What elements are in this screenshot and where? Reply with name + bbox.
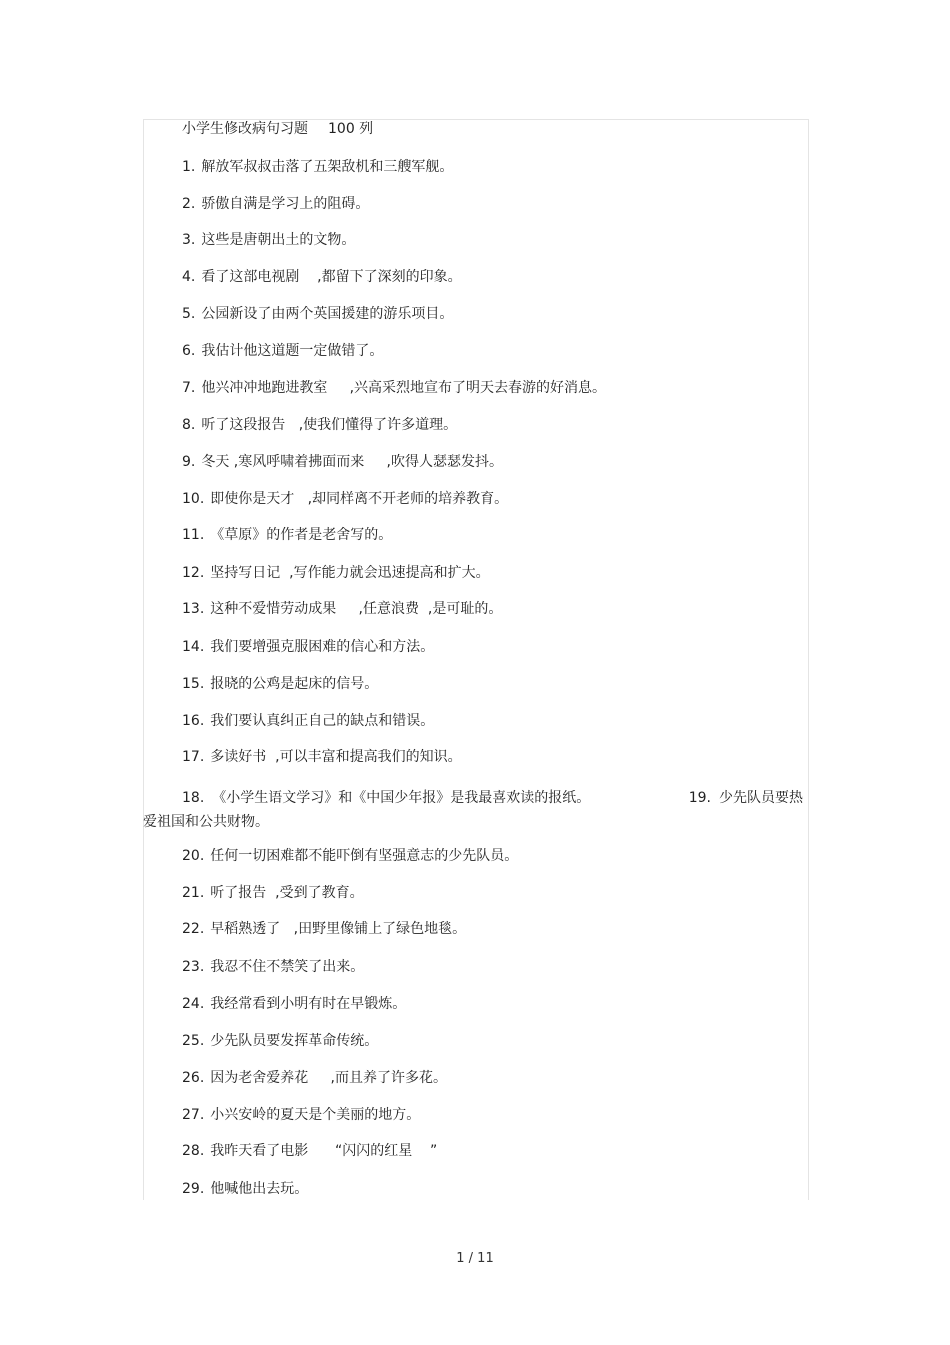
question-item <box>182 564 490 582</box>
question-item <box>182 379 606 397</box>
question-number: 24. <box>182 996 205 1012</box>
question-item <box>182 1106 420 1124</box>
question-text: 骄傲自满是学习上的阻碍。 <box>201 196 370 212</box>
question-number: 19. <box>688 790 711 806</box>
question-number: 11. <box>182 527 205 543</box>
question-text: 小兴安岭的夏天是个美丽的地方。 <box>210 1107 421 1123</box>
question-text: 他兴冲冲地跑进教室 ,兴高采烈地宣布了明天去春游的好消息。 <box>201 380 607 396</box>
question-number: 23. <box>182 959 205 975</box>
question-item-18-19 <box>143 786 803 834</box>
question-text: 《小学生语文学习》和《中国少年报》是我最喜欢读的报纸。 <box>212 790 591 806</box>
question-text: 这种不爱惜劳动成果 ,任意浪费 ,是可耻的。 <box>210 601 503 617</box>
question-number: 10. <box>182 491 205 507</box>
question-number: 26. <box>182 1070 205 1086</box>
question-number: 12. <box>182 565 205 581</box>
question-item <box>182 526 392 544</box>
question-item <box>182 453 503 471</box>
question-number: 9. <box>182 454 196 470</box>
question-number: 21. <box>182 885 205 901</box>
question-text: 听了这段报告 ,使我们懂得了许多道理。 <box>201 417 458 433</box>
question-item <box>182 416 457 434</box>
question-text: 这些是唐朝出土的文物。 <box>201 232 356 248</box>
question-text: 他喊他出去玩。 <box>210 1181 309 1197</box>
question-item <box>182 268 462 286</box>
question-text: 少先队员要发挥革命传统。 <box>210 1033 379 1049</box>
question-number: 5. <box>182 306 196 322</box>
question-item <box>182 342 383 360</box>
question-number: 29. <box>182 1181 205 1197</box>
question-text: 我经常看到小明有时在早锻炼。 <box>210 996 407 1012</box>
question-item <box>182 920 466 938</box>
question-number: 6. <box>182 343 196 359</box>
question-text: 多读好书 ,可以丰富和提高我们的知识。 <box>210 749 462 765</box>
question-text: 早稻熟透了 ,田野里像铺上了绿色地毯。 <box>210 921 467 937</box>
question-text: 坚持写日记 ,写作能力就会迅速提高和扩大。 <box>210 565 490 581</box>
question-number: 13. <box>182 601 205 617</box>
question-text: 冬天 ,寒风呼啸着拂面而来 ,吹得人瑟瑟发抖。 <box>201 454 503 470</box>
title-count: 100 列 <box>328 121 374 137</box>
question-text: 报晓的公鸡是起床的信号。 <box>210 676 379 692</box>
question-text: 看了这部电视剧 ,都留下了深刻的印象。 <box>201 269 462 285</box>
question-text: 我忍不住不禁笑了出来。 <box>210 959 365 975</box>
question-number: 8. <box>182 417 196 433</box>
question-text: 听了报告 ,受到了教育。 <box>210 885 364 901</box>
question-number: 2. <box>182 196 196 212</box>
question-text: 公园新设了由两个英国援建的游乐项目。 <box>201 306 454 322</box>
question-item <box>182 490 508 508</box>
question-item <box>182 712 434 730</box>
question-item <box>182 305 453 323</box>
question-item <box>182 847 518 865</box>
question-number: 28. <box>182 1143 205 1159</box>
question-item <box>182 1180 308 1198</box>
question-item <box>182 1069 447 1087</box>
question-item <box>182 231 355 249</box>
question-item <box>182 748 462 766</box>
question-number: 4. <box>182 269 196 285</box>
question-item <box>182 995 406 1013</box>
title-text: 小学生修改病句习题 <box>182 121 308 137</box>
question-text: 即使你是天才 ,却同样离不开老师的培养教育。 <box>210 491 509 507</box>
question-number: 20. <box>182 848 205 864</box>
question-item <box>182 958 364 976</box>
question-item <box>182 1032 378 1050</box>
question-number: 1. <box>182 159 196 175</box>
question-number: 25. <box>182 1033 205 1049</box>
question-text: 我昨天看了电影 “闪闪的红星 ” <box>210 1143 438 1159</box>
question-number: 17. <box>182 749 205 765</box>
question-item <box>182 195 369 213</box>
question-number: 3. <box>182 232 196 248</box>
question-number: 16. <box>182 713 205 729</box>
question-number: 15. <box>182 676 205 692</box>
question-line: 爱祖国和公共财物。 <box>143 814 269 830</box>
question-number: 27. <box>182 1107 205 1123</box>
question-item <box>182 675 378 693</box>
question-item <box>182 638 434 656</box>
question-text: 我估计他这道题一定做错了。 <box>201 343 384 359</box>
page-title <box>182 120 373 138</box>
question-number: 18. <box>182 790 205 806</box>
question-text: 《草原》的作者是老舍写的。 <box>210 527 393 543</box>
question-text: 任何一切困难都不能吓倒有坚强意志的少先队员。 <box>210 848 519 864</box>
question-text: 我们要增强克服困难的信心和方法。 <box>210 639 435 655</box>
question-item <box>182 884 364 902</box>
question-number: 14. <box>182 639 205 655</box>
question-text: 解放军叔叔击落了五架敌机和三艘军舰。 <box>201 159 454 175</box>
question-line <box>143 786 803 810</box>
page-number: 1 / 11 <box>456 1251 494 1266</box>
question-text: 因为老舍爱养花 ,而且养了许多花。 <box>210 1070 447 1086</box>
question-number: 7. <box>182 380 196 396</box>
question-item <box>182 1142 437 1160</box>
question-item <box>182 158 453 176</box>
question-number: 22. <box>182 921 205 937</box>
question-text: 我们要认真纠正自己的缺点和错误。 <box>210 713 435 729</box>
question-item <box>182 600 502 618</box>
question-text: 少先队员要热 <box>719 790 803 806</box>
